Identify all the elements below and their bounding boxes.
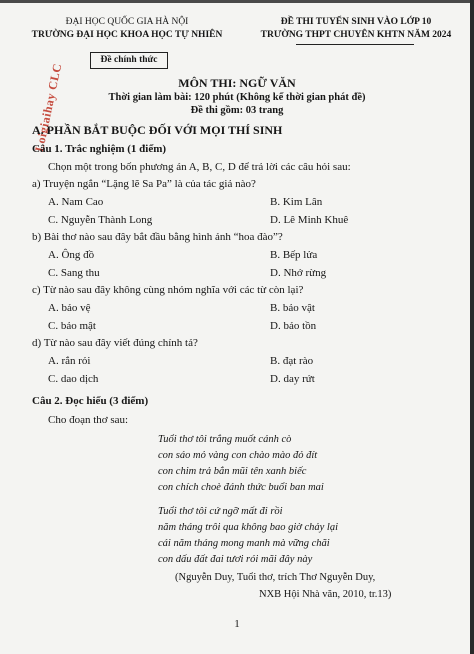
question-d-option-b: B. đạt rào (270, 355, 314, 367)
poem-line-7: cái năm tháng mong manh mà vững chãi (158, 538, 330, 549)
question-2-title: Câu 2. Đọc hiểu (3 điểm) (32, 395, 149, 407)
question-b-stem: b) Bài thơ nào sau đây bắt đầu bằng hình ảnh “hoa đào”? (32, 231, 283, 243)
question-c-option-b: B. bảo vật (270, 302, 315, 314)
question-c-stem: c) Từ nào sau đây không cùng nhóm nghĩa với các từ còn lại? (32, 284, 304, 296)
question-b-option-a: A. Ông đồ (48, 249, 95, 261)
poem-source-line-1: (Nguyễn Duy, Tuổi thơ, trích Thơ Nguyễn Duy, (175, 572, 376, 583)
part-a-title: A. PHẦN BẮT BUỘC ĐỐI VỚI MỌI THÍ SINH (32, 123, 283, 137)
watermark-stamp: Loigiaihay CLC (32, 61, 65, 153)
question-c-option-a: A. bảo vệ (48, 302, 91, 314)
exam-page-count: Đề thi gồm: 03 trang (190, 105, 284, 116)
official-exam-label: Đề chính thức (90, 52, 168, 69)
question-d-option-a: A. rắn rỏi (48, 355, 91, 367)
question-d-option-c: C. dao dịch (48, 373, 99, 385)
question-1-title: Câu 1. Trắc nghiệm (1 điểm) (32, 143, 167, 155)
exam-title: ĐỀ THI TUYỂN SINH VÀO LỚP 10 (280, 17, 432, 27)
question-a-option-a: A. Nam Cao (48, 196, 104, 208)
header-underline (296, 44, 414, 45)
poem-line-8: con dấu đất đai tươi rói mãi đây này (158, 554, 313, 565)
scan-top-edge (0, 0, 474, 3)
poem-line-1: Tuổi thơ tôi trắng muốt cánh cò (158, 434, 292, 445)
poem-line-6: năm tháng trôi qua không bao giờ chảy lại (158, 522, 339, 533)
university-name: ĐẠI HỌC QUỐC GIA HÀ NỘI (65, 17, 189, 27)
poem-line-4: con chích choè đánh thức buổi ban mai (158, 482, 324, 493)
page-number: 1 (234, 618, 240, 630)
question-c-option-c: C. bảo mật (48, 320, 96, 332)
question-b-option-c: C. Sang thu (48, 267, 100, 279)
question-d-stem: d) Từ nào sau đây viết đúng chính tả? (32, 337, 198, 349)
exam-duration: Thời gian làm bài: 120 phút (Không kể thời gian phát đề) (108, 92, 366, 103)
question-b-option-b: B. Bếp lửa (270, 249, 318, 261)
poem-line-3: con chim trả bắn mũi tên xanh biếc (158, 466, 307, 477)
question-d-option-d: D. day rứt (270, 373, 315, 385)
question-c-option-d: D. bảo tồn (270, 320, 317, 332)
poem-line-2: con sáo mỏ vàng con chào mào đỏ đít (158, 450, 318, 461)
passage-intro: Cho đoạn thơ sau: (48, 414, 129, 426)
question-a-option-b: B. Kim Lân (270, 196, 323, 208)
question-a-stem: a) Truyện ngắn “Lặng lẽ Sa Pa” là của tác giả nào? (32, 178, 256, 190)
subject-title: MÔN THI: NGỮ VĂN (178, 76, 296, 90)
poem-line-5: Tuổi thơ tôi cứ ngỡ mất đi rồi (158, 506, 283, 517)
exam-school: TRƯỜNG THPT CHUYÊN KHTN NĂM 2024 (260, 30, 452, 40)
question-a-option-d: D. Lê Minh Khuê (270, 214, 349, 226)
school-name: TRƯỜNG ĐẠI HỌC KHOA HỌC TỰ NHIÊN (31, 30, 223, 40)
question-1-instruction: Chọn một trong bốn phương án A, B, C, D để trả lời các câu hỏi sau: (48, 161, 351, 173)
question-a-option-c: C. Nguyễn Thành Long (48, 214, 153, 226)
question-b-option-d: D. Nhớ rừng (270, 267, 327, 279)
poem-source-line-2: NXB Hội Nhà văn, 2010, tr.13) (259, 589, 392, 600)
